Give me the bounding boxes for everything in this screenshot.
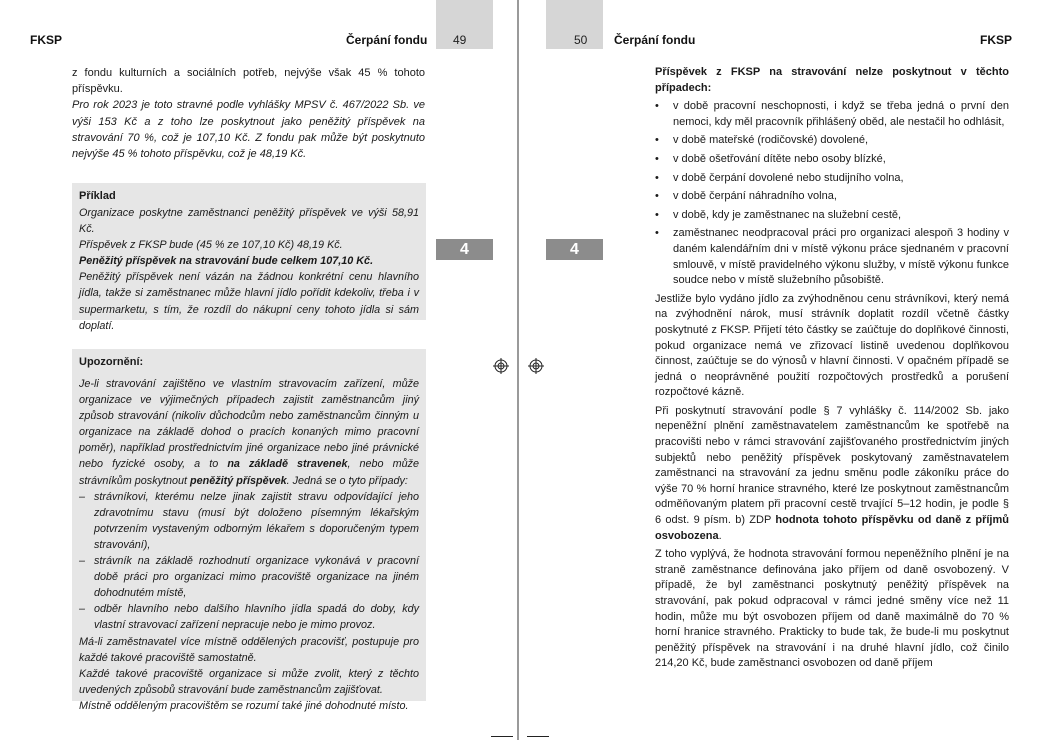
warning-emphasis: na základě stravenek bbox=[227, 458, 348, 471]
body-paragraph: Z toho vyplývá, že hodnota stravování formou nepeněžního plnění je na straně zaměstnance definována jako příjem od daně osvobozený. V případě, že byl zaměstnanci poskytnutý peněžitý příspěvek na stravování, pak pokud odpracoval v rámci jedné směny více než 11 hodin, může mu být osvobozen příjem od daně maximálně do 70 % horní hranice stravného. Prakticky to bude tak, že bude-li mu poskytnut peněžitý příspěvek na stravování i na druhé hlavní jídlo, což činilo 214,20 Kč, bude zaměstnanci osvobozen od daně příjem bbox=[655, 548, 1009, 670]
example-line: Příspěvek z FKSP bude (45 % ze 107,10 Kč) 48,19 Kč. bbox=[79, 239, 343, 252]
warning-title: Upozornění: bbox=[79, 356, 144, 368]
warning-text: Je-li stravování zajištěno ve vlastním stravovacím zařízení, může organizace ve výjimečných případech zajistit zaměstnancům jiný způsob stravování (nikoliv důchodcům nebo zaměstnancům činným u organizace na základě dohod o pracích konaných mimo pracovní poměr), například prostřednictvím jiné organizace nebo jiné právnické nebo fyzické osoby, a to bbox=[79, 378, 419, 471]
crop-mark bbox=[527, 736, 549, 737]
list-item: – strávník na základě rozhodnutí organizace vykonává v pracovní době práci pro organizaci mimo pracoviště organizace na jiném dohodnutém místě, bbox=[79, 553, 419, 601]
body-paragraph: Jestliže bylo vydáno jídlo za zvýhodněnou cenu strávníkovi, který nemá na zvýhodnění nárok, musí strávník doplatit rozdíl včetně částky poskytnuté z FKSP. Přijetí této částky se zaúčtuje do doplňkové činnosti, pokud organizace nemá ve zřizovací listině uvedenou doplňkovou činnost, zaúčtuje se do výnosů v hlavní činnosti. V opačném případě se jedná o neoprávněné použití rozpočtových prostředků a porušení rozpočtové kázně. bbox=[655, 292, 1009, 399]
body-paragraph bbox=[655, 404, 1009, 544]
intro-text bbox=[72, 65, 425, 162]
intro-paragraph: z fondu kulturních a sociálních potřeb, nejvýše však 45 % tohoto příspěvku. bbox=[72, 67, 425, 96]
list-item: • v době, kdy je zaměstnanec na služební cestě, bbox=[655, 208, 1009, 224]
example-note: Peněžitý příspěvek není vázán na žádnou konkrétní cenu hlavního jídla, takže si zaměstnanec může hlavní jídlo pořídit kdekoliv, třeba i v supermarketu, s tím, že rozdíl do nákupní ceny tohoto jídla si sám doplatí. bbox=[79, 271, 419, 332]
example-total: Peněžitý příspěvek na stravování bude celkem 107,10 Kč. bbox=[79, 255, 374, 268]
section-lead: Příspěvek z FKSP na stravování nelze poskytnout v těchto případech: bbox=[655, 66, 1009, 94]
warning-list bbox=[79, 489, 419, 634]
running-header-title: FKSP bbox=[980, 33, 1013, 47]
body-text: . bbox=[718, 529, 722, 542]
list-item: • v době pracovní neschopnosti, i když se třeba jedná o první den nemoci, kdy měl pracovník přihlášený oběd, ale nestačil ho odhlásit, bbox=[655, 99, 1009, 130]
warning-emphasis: peněžitý příspěvek bbox=[190, 474, 287, 487]
body-emphasis: hodnota tohoto příspěvku od daně z příjmů osvobozena bbox=[655, 514, 1009, 542]
warning-paragraph: Má-li zaměstnavatel více místně oddělených pracovišť, postupuje pro každé takové pracoviště samostatně. bbox=[79, 635, 419, 664]
right-page bbox=[519, 0, 1063, 740]
example-box bbox=[72, 183, 426, 332]
intro-note: Pro rok 2023 je toto stravné podle vyhlášky MPSV č. 467/2022 Sb. ve výši 153 Kč a z toho lze poskytnout jako peněžitý příspěvek na stravování 70 %, což je 107,10 Kč. Z fondu pak může být poskytnuto nejvýše 45 % tohoto příspěvku, což je 48,19 Kč. bbox=[72, 99, 425, 161]
list-item: – odběr hlavního nebo dalšího hlavního jídla spadá do doby, kdy vlastní stravovací zařízení nepracuje nebo je mimo provoz. bbox=[79, 601, 419, 633]
warning-paragraph: Místně odděleným pracovištěm se rozumí také jiné dohodnuté místo. bbox=[79, 699, 409, 712]
running-header-title: FKSP bbox=[30, 33, 63, 47]
list-item: • v době mateřské (rodičovské) dovolené, bbox=[655, 133, 1009, 149]
page-number: 49 bbox=[453, 33, 467, 47]
running-header-section: Čerpání fondu bbox=[614, 33, 696, 47]
list-item: – strávníkovi, kterému nelze jinak zajistit stravu odpovídající jeho zdravotnímu stavu (musí být doloženo písemným lékařským potvrzením vystaveným odborným lékařem s doporučeným typem stravování), bbox=[79, 489, 419, 553]
chapter-marker: 4 bbox=[546, 239, 603, 260]
left-page bbox=[0, 0, 518, 740]
example-line: Organizace poskytne zaměstnanci peněžitý příspěvek ve výši 58,91 Kč. bbox=[79, 207, 419, 236]
warning-paragraph: Každé takové pracoviště organizace si může zvolit, který z těchto uvedených způsobů stravování bude zaměstnancům zajišťovat. bbox=[79, 667, 419, 696]
registration-mark-icon bbox=[493, 358, 509, 374]
main-text-column bbox=[655, 65, 1009, 672]
warning-text: , nebo může strávníkům poskytnout bbox=[79, 458, 419, 487]
chapter-marker: 4 bbox=[436, 239, 493, 260]
list-item: • zaměstnanec neodpracoval práci pro organizaci alespoň 3 hodiny v daném kalendářním dni v místě výkonu práce sjednaném v pracovní smlouvě, v místě pravidelného výkonu služby, v místě výkonu funkce soudce nebo v místě služebního působiště. bbox=[655, 226, 1009, 288]
registration-mark-icon bbox=[528, 358, 544, 374]
body-text: Při poskytnutí stravování podle § 7 vyhlášky č. 114/2002 Sb. jako nepeněžní plnění zaměstnavatelem zaměstnancům ke spotřebě na pracovišti nebo v rámci stravování zajišťovaného prostřednictvím jiných subjektů nebo peněžitý příspěvek poskytovaný zaměstnavatelem zaměstnanci na stravování za jednu směnu podle zákoníku práce do výše 70 % horní hranice stravného, které lze poskytnout zaměstnancům odměňovaným platem při pracovní cestě trvající 5–12 hodin, je podle § 6 odst. 9 písm. b) ZDP bbox=[655, 404, 1009, 527]
crop-mark bbox=[491, 736, 513, 737]
warning-box bbox=[72, 349, 426, 712]
list-item: • v době ošetřování dítěte nebo osoby blízké, bbox=[655, 152, 1009, 168]
warning-text: . Jedná se o tyto případy: bbox=[286, 474, 408, 487]
exclusion-list bbox=[655, 99, 1009, 289]
running-header-section: Čerpání fondu bbox=[346, 33, 428, 47]
list-item: • v době čerpání dovolené nebo studijního volna, bbox=[655, 171, 1009, 187]
page-number: 50 bbox=[574, 33, 588, 47]
list-item: • v době čerpání náhradního volna, bbox=[655, 189, 1009, 205]
warning-paragraph bbox=[79, 376, 419, 489]
example-title: Příklad bbox=[79, 190, 116, 202]
